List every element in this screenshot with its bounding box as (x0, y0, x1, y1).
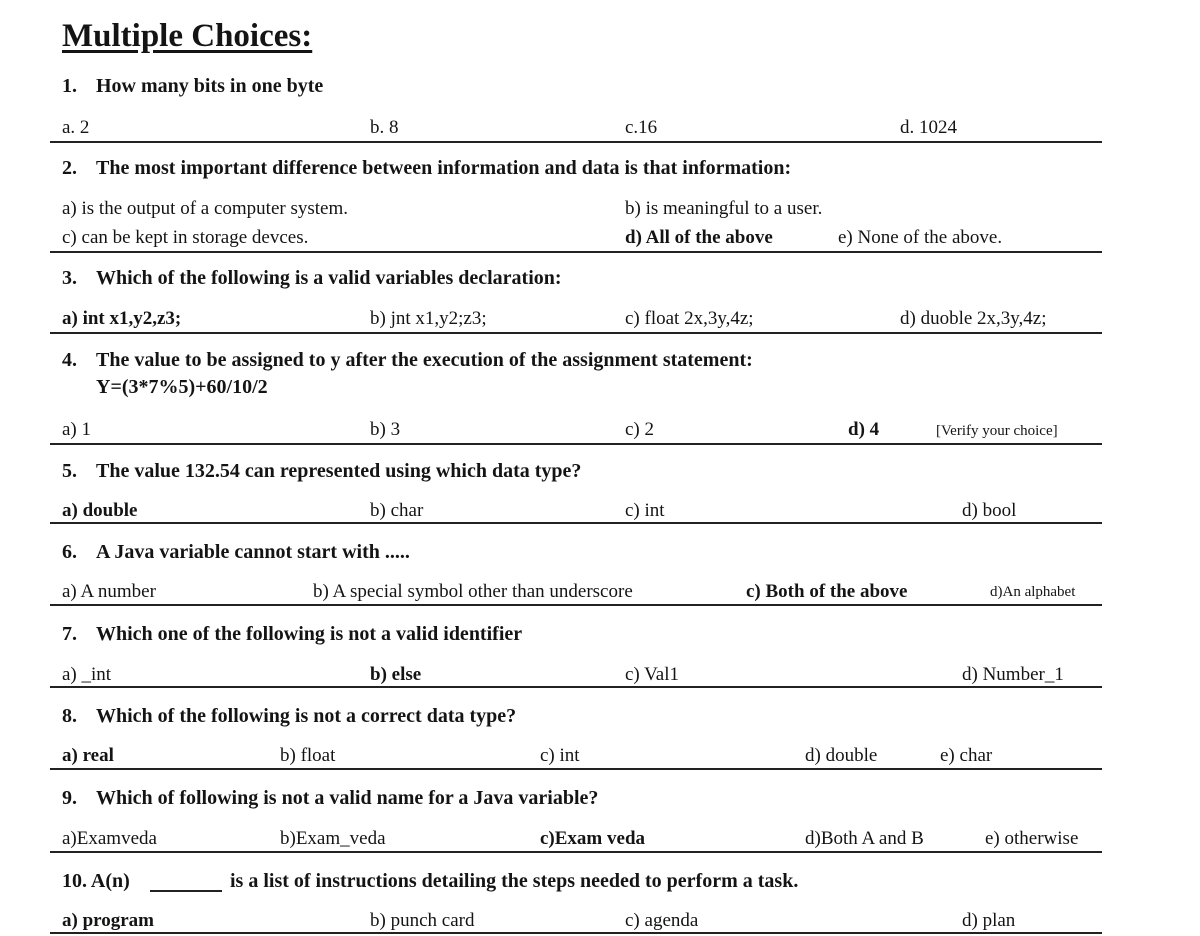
q5-option-c[interactable]: c) int (625, 500, 665, 521)
question-4: 4. The value to be assigned to y after the execution of the assignment statement: (62, 349, 753, 371)
divider (50, 141, 1102, 143)
question-6: 6. A Java variable cannot start with ..... (62, 541, 410, 563)
question-5: 5. The value 132.54 can represented using which data type? (62, 460, 582, 482)
q7-option-b[interactable]: b) else (370, 664, 422, 685)
divider (50, 686, 1102, 688)
q4-expression: Y=(3*7%5)+60/10/2 (96, 376, 268, 398)
q6-option-b[interactable]: b) A special symbol other than underscore (313, 581, 633, 602)
question-7: 7. Which one of the following is not a valid identifier (62, 623, 523, 645)
q9-option-c[interactable]: c)Exam veda (540, 828, 646, 849)
q10-option-a[interactable]: a) program (62, 910, 154, 931)
question-3: 3. Which of the following is a valid variables declaration: (62, 267, 562, 289)
q2-option-c[interactable]: c) can be kept in storage devces. (62, 227, 309, 248)
divider (50, 443, 1102, 445)
question-10-number: 10. A(n) (62, 870, 130, 892)
q9-option-d[interactable]: d)Both A and B (805, 828, 924, 849)
divider (50, 851, 1102, 853)
q10-option-c[interactable]: c) agenda (625, 910, 699, 931)
question-1: 1. How many bits in one byte (62, 75, 324, 97)
q9-option-b[interactable]: b)Exam_veda (280, 828, 386, 849)
q2-option-b[interactable]: b) is meaningful to a user. (625, 198, 823, 219)
divider (50, 251, 1102, 253)
divider (50, 522, 1102, 524)
q3-option-d[interactable]: d) duoble 2x,3y,4z; (900, 308, 1047, 329)
q10-option-d[interactable]: d) plan (962, 910, 1016, 931)
question-10-text: is a list of instructions detailing the steps needed to perform a task. (230, 870, 799, 892)
q7-option-d[interactable]: d) Number_1 (962, 664, 1064, 685)
q4-option-a[interactable]: a) 1 (62, 419, 92, 440)
question-9: 9. Which of following is not a valid name for a Java variable? (62, 787, 599, 809)
q2-option-e[interactable]: e) None of the above. (838, 227, 1003, 248)
q7-option-c[interactable]: c) Val1 (625, 664, 679, 685)
page-title: Multiple Choices: (62, 18, 313, 54)
q8-option-d[interactable]: d) double (805, 745, 878, 766)
q1-option-d[interactable]: d. 1024 (900, 117, 957, 138)
q3-option-b[interactable]: b) jnt x1,y2;z3; (370, 308, 487, 329)
q9-option-e[interactable]: e) otherwise (985, 828, 1079, 849)
q3-option-a[interactable]: a) int x1,y2,z3; (62, 308, 182, 329)
q6-option-c[interactable]: c) Both of the above (746, 581, 908, 602)
q5-option-a[interactable]: a) double (62, 500, 138, 521)
divider (50, 932, 1102, 934)
verify-note: [Verify your choice] (936, 423, 1058, 439)
q4-option-b[interactable]: b) 3 (370, 419, 401, 440)
q8-option-c[interactable]: c) int (540, 745, 580, 766)
q8-option-b[interactable]: b) float (280, 745, 336, 766)
q4-option-d[interactable]: d) 4 (848, 419, 880, 440)
q7-option-a[interactable]: a) _int (62, 664, 112, 685)
divider (50, 604, 1102, 606)
q5-option-b[interactable]: b) char (370, 500, 424, 521)
q8-option-e[interactable]: e) char (940, 745, 993, 766)
q2-option-d[interactable]: d) All of the above (625, 227, 773, 248)
divider (50, 768, 1102, 770)
q3-option-c[interactable]: c) float 2x,3y,4z; (625, 308, 754, 329)
q6-option-d[interactable]: d)An alphabet (990, 584, 1076, 600)
q10-option-b[interactable]: b) punch card (370, 910, 475, 931)
q1-option-c[interactable]: c.16 (625, 117, 658, 138)
q9-option-a[interactable]: a)Examveda (62, 828, 157, 849)
blank-line (150, 890, 222, 892)
q2-option-a[interactable]: a) is the output of a computer system. (62, 198, 348, 219)
q8-option-a[interactable]: a) real (62, 745, 114, 766)
q1-option-b[interactable]: b. 8 (370, 117, 399, 138)
question-8: 8. Which of the following is not a correct data type? (62, 705, 517, 727)
q6-option-a[interactable]: a) A number (62, 581, 156, 602)
divider (50, 332, 1102, 334)
q4-option-c[interactable]: c) 2 (625, 419, 655, 440)
question-2: 2. The most important difference between information and data is that information: (62, 157, 792, 179)
q5-option-d[interactable]: d) bool (962, 500, 1017, 521)
q1-option-a[interactable]: a. 2 (62, 117, 90, 138)
